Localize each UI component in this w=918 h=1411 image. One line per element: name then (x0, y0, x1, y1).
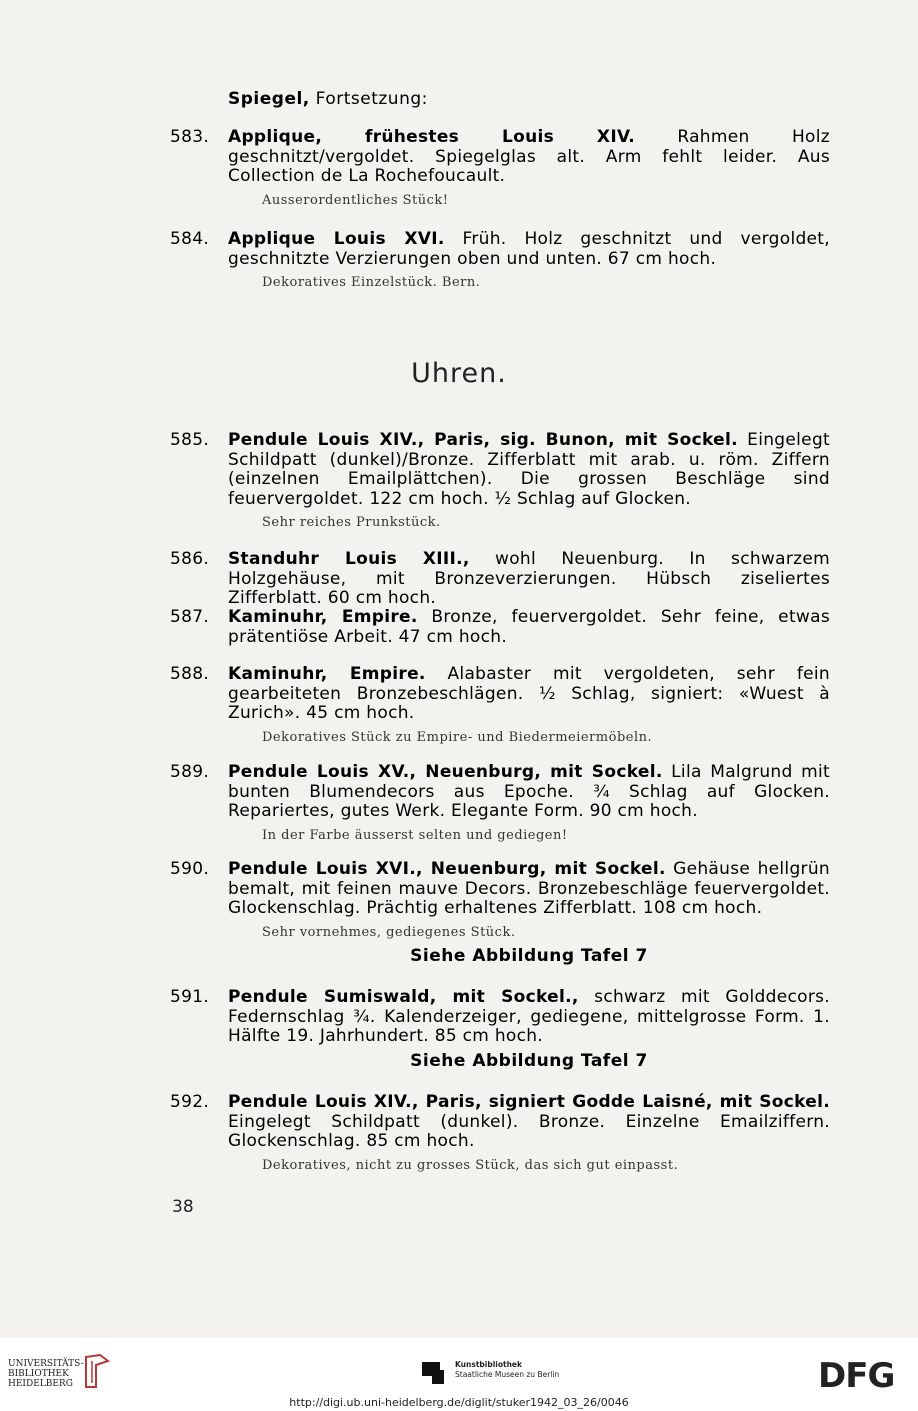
entry-title: Applique Louis XVI. (228, 229, 445, 249)
entry-number: 589. (170, 762, 210, 782)
entry-text: Eingelegt Schildpatt (dunkel)/Bronze. Zifferblatt mit arab. u. röm. Ziffern (einzelnen Emailplättchen). Die grossen Beschläge sind feuervergoldet. 122 cm hoch. ½ Schlag auf Glocken. (228, 430, 830, 509)
page-header (228, 89, 428, 109)
catalog-entry (170, 550, 830, 609)
catalog-entry (170, 1093, 830, 1175)
entry-text: Bronze, feuervergoldet. Sehr feine, etwas prätentiöse Arbeit. 47 cm hoch. (228, 607, 830, 647)
entry-text: Lila Malgrund mit bunten Blumendecors aus Epoche. ¾ Schlag auf Glocken. Repariertes, gutes Werk. Elegante Form. 90 cm hoch. (228, 762, 830, 821)
entry-text: Alabaster mit vergoldeten, sehr fein gearbeiteten Bronzebeschlägen. ½ Schlag, signiert: «Wuest à Zurich». 45 cm hoch. (228, 664, 830, 723)
catalog-entry (170, 665, 830, 747)
figure-reference: Siehe Abbildung Tafel 7 (410, 1050, 648, 1071)
entry-number: 583. (170, 127, 210, 147)
entry-number: 592. (170, 1092, 210, 1112)
entry-number: 586. (170, 549, 210, 569)
entry-title: Pendule Louis XV., Neuenburg, mit Sockel. (228, 762, 663, 782)
entry-note: Dekoratives Einzelstück. Bern. (262, 275, 481, 290)
page-number: 38 (172, 1197, 194, 1217)
catalog-entry (170, 988, 830, 1071)
catalog-entry (170, 860, 830, 967)
entry-title: Pendule Louis XIV., Paris, sig. Bunon, mit Sockel. (228, 430, 738, 450)
entry-text: Eingelegt Schildpatt (dunkel). Bronze. Einzelne Emailziffern. Glockenschlag. 85 cm hoch. (228, 1111, 830, 1151)
entry-title: Kaminuhr, Empire. (228, 607, 418, 627)
entry-title: Pendule Sumiswald, mit Sockel., (228, 987, 579, 1007)
header-subtitle: Fortsetzung: (315, 89, 428, 109)
kb-title: Kunstbibliothek (455, 1360, 523, 1369)
entry-text: Gehäuse hellgrün bemalt, mit feinen mauve Decors. Bronzebeschläge feuervergoldet. Glockenschlag. Prächtig erhaltenes Zifferblatt. 108 cm hoch. (228, 859, 830, 918)
dfg-logo: DFG (818, 1356, 895, 1396)
entry-title: Standuhr Louis XIII., (228, 549, 470, 569)
catalog-entry (170, 431, 830, 533)
figure-reference: Siehe Abbildung Tafel 7 (410, 946, 648, 966)
entry-text: wohl Neuenburg. In schwarzem Holzgehäuse, mit Bronzeverzierungen. Hübsch ziseliertes Zifferblatt. 60 cm hoch. (228, 549, 830, 608)
entry-note: In der Farbe äusserst selten und gediegen! (262, 827, 568, 843)
uni-line: HEIDELBERG (8, 1379, 73, 1389)
entry-number: 590. (170, 859, 210, 879)
entry-number: 587. (170, 607, 210, 627)
entry-number: 585. (170, 430, 210, 450)
kunstbibliothek-label (455, 1360, 559, 1380)
entry-title: Applique, frühestes Louis XIV. (228, 127, 635, 147)
entry-note: Ausserordentliches Stück! (262, 192, 449, 208)
header-title: Spiegel, (228, 89, 310, 109)
uni-line: BIBLIOTHEK (8, 1369, 69, 1379)
university-library-label (8, 1359, 84, 1389)
catalog-entry (170, 608, 830, 647)
entry-number: 588. (170, 664, 210, 684)
entry-note: Dekoratives, nicht zu grosses Stück, das sich gut einpasst. (262, 1157, 679, 1173)
source-url[interactable]: http://digi.ub.uni-heidelberg.de/diglit/stuker1942_03_26/0046 (289, 1396, 629, 1409)
uni-line: UNIVERSITÄTS- (8, 1359, 84, 1369)
entry-note: Sehr vornehmes, gediegenes Stück. (262, 924, 516, 940)
entry-note: Dekoratives Stück zu Empire- und Biedermeiermöbeln. (262, 729, 653, 745)
catalog-entry (170, 230, 830, 293)
entry-number: 584. (170, 229, 210, 249)
entry-title: Pendule Louis XIV., Paris, signiert Godde Laisné, mit Sockel. (228, 1092, 830, 1112)
university-logo-icon (82, 1353, 110, 1389)
entry-text: schwarz mit Golddecors. Federnschlag ¾. Kalenderzeiger, gediegene, mittelgrosse Form. 1. Hälfte 19. Jahrhundert. 85 cm hoch. (228, 987, 830, 1046)
catalog-entry (170, 128, 830, 210)
entry-title: Kaminuhr, Empire. (228, 664, 426, 684)
entry-text: Rahmen Holz geschnitzt/vergoldet. Spiegelglas alt. Arm fehlt leider. Aus Collection de La Rochefoucault. (228, 127, 830, 186)
entry-text: Früh. Holz geschnitzt und vergoldet, geschnitzte Verzierungen oben und unten. 67 cm hoch. (228, 229, 830, 269)
kb-subtitle: Staatliche Museen zu Berlin (455, 1370, 560, 1379)
catalog-entry (170, 763, 830, 845)
kunstbibliothek-logo-icon (420, 1360, 448, 1386)
entry-note: Sehr reiches Prunkstück. (262, 515, 441, 530)
section-title: Uhren. (411, 358, 507, 389)
entry-number: 591. (170, 987, 210, 1007)
entry-title: Pendule Louis XVI., Neuenburg, mit Sockel. (228, 859, 666, 879)
